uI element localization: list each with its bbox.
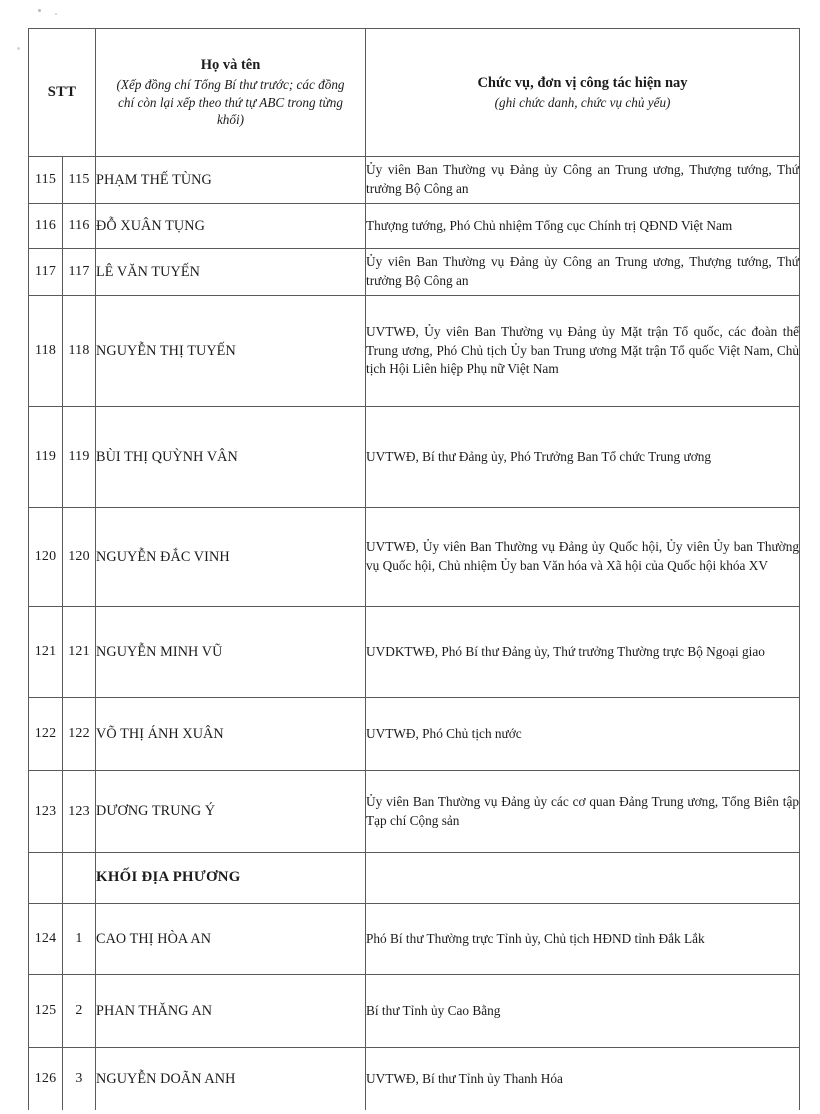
cell-no-local: 116 xyxy=(63,204,96,249)
table-row xyxy=(29,607,800,698)
table-row xyxy=(29,975,800,1048)
cell-name: NGUYỄN THỊ TUYẾN xyxy=(96,296,366,407)
cell-position xyxy=(366,249,800,296)
cell-position xyxy=(366,204,800,249)
scan-speckle xyxy=(17,47,20,50)
cell-no-local: 123 xyxy=(63,771,96,853)
cell-position-text: Bí thư Tỉnh ủy Cao Bằng xyxy=(366,1002,501,1018)
cell-position-text: UVTWĐ, Ủy viên Ban Thường vụ Đảng ủy Quốc hội, Ủy viên Ủy ban Thường vụ Quốc hội, Chủ nhiệm Ủy ban Văn hóa và Xã hội của Quốc hội khóa XV xyxy=(366,539,800,573)
cell-name: DƯƠNG TRUNG Ý xyxy=(96,771,366,853)
cell-position xyxy=(366,508,800,607)
cell-no-local: 1 xyxy=(63,904,96,975)
cell-position xyxy=(366,1048,800,1111)
column-header-position-subtitle: (ghi chức danh, chức vụ chủ yếu) xyxy=(494,94,671,110)
cell-position xyxy=(366,157,800,204)
cell-no-global: 122 xyxy=(29,698,63,771)
cell-name: NGUYỄN MINH VŨ xyxy=(96,607,366,698)
cell-no-global: 123 xyxy=(29,771,63,853)
cell-no-global: 119 xyxy=(29,407,63,508)
table-header xyxy=(29,29,800,157)
cell-name: VÕ THỊ ÁNH XUÂN xyxy=(96,698,366,771)
cell-no-local: 120 xyxy=(63,508,96,607)
cell-position xyxy=(366,975,800,1048)
cell-no-global: 125 xyxy=(29,975,63,1048)
cell-no-local xyxy=(63,853,96,904)
cell-name: PHAN THĂNG AN xyxy=(96,975,366,1048)
table-header-row xyxy=(29,29,800,157)
cadre-list-table xyxy=(28,28,800,1110)
column-header-stt: STT xyxy=(29,29,96,157)
scan-speckle xyxy=(55,13,57,15)
table-section-row xyxy=(29,853,800,904)
cell-no-global: 117 xyxy=(29,249,63,296)
cell-position xyxy=(366,407,800,508)
scan-speckle xyxy=(38,9,41,12)
cell-position-text: UVTWĐ, Bí thư Tỉnh ủy Thanh Hóa xyxy=(366,1070,563,1086)
table-row xyxy=(29,771,800,853)
cell-position-text: UVTWĐ, Bí thư Đảng ủy, Phó Trưởng Ban Tổ chức Trung ương xyxy=(366,448,712,464)
cell-no-local: 122 xyxy=(63,698,96,771)
cell-name: PHẠM THẾ TÙNG xyxy=(96,157,366,204)
cell-no-local: 119 xyxy=(63,407,96,508)
cell-position-text: Thượng tướng, Phó Chủ nhiệm Tổng cục Chính trị QĐND Việt Nam xyxy=(366,217,733,233)
column-header-name-subtitle: (Xếp đồng chí Tổng Bí thư trước; các đồng chí còn lại xếp theo thứ tự ABC trong từng khối) xyxy=(116,76,345,128)
table-row xyxy=(29,204,800,249)
cell-no-global: 124 xyxy=(29,904,63,975)
cell-no-global: 121 xyxy=(29,607,63,698)
table-row xyxy=(29,296,800,407)
cell-name: NGUYỄN ĐẮC VINH xyxy=(96,508,366,607)
cell-name: CAO THỊ HÒA AN xyxy=(96,904,366,975)
cell-position xyxy=(366,607,800,698)
table-body xyxy=(29,157,800,1111)
cell-position-text: Ủy viên Ban Thường vụ Đảng ủy các cơ quan Đảng Trung ương, Tổng Biên tập Tạp chí Cộng sản xyxy=(366,793,800,828)
cell-position-text: Ủy viên Ban Thường vụ Đảng ủy Công an Trung ương, Thượng tướng, Thứ trưởng Bộ Công an xyxy=(366,254,800,288)
cell-no-global: 120 xyxy=(29,508,63,607)
cell-position-text: Ủy viên Ban Thường vụ Đảng ủy Công an Trung ương, Thượng tướng, Thứ trưởng Bộ Công an xyxy=(366,162,800,196)
column-header-name-title: Họ và tên xyxy=(200,57,261,74)
cell-no-local: 115 xyxy=(63,157,96,204)
column-header-position xyxy=(366,29,800,157)
cell-no-local: 118 xyxy=(63,296,96,407)
cell-name: ĐỖ XUÂN TỤNG xyxy=(96,204,366,249)
cell-no-global: 115 xyxy=(29,157,63,204)
cell-position xyxy=(366,853,800,904)
column-header-name xyxy=(96,29,366,157)
table-row xyxy=(29,407,800,508)
section-title: KHỐI ĐỊA PHƯƠNG xyxy=(96,853,366,904)
cell-no-global: 118 xyxy=(29,296,63,407)
table-row xyxy=(29,1048,800,1111)
cell-position xyxy=(366,296,800,407)
cell-position-text: UVTWĐ, Ủy viên Ban Thường vụ Đảng ủy Mặt trận Tổ quốc, các đoàn thể Trung ương, Phó Chủ tịch Ủy ban Trung ương Mặt trận Tổ quốc Việt Nam, Chủ tịch Hội Liên hiệp Phụ nữ Việt Nam xyxy=(366,323,800,377)
cell-no-local: 3 xyxy=(63,1048,96,1111)
table-row xyxy=(29,249,800,296)
cell-no-local: 2 xyxy=(63,975,96,1048)
table-row xyxy=(29,508,800,607)
cell-name: BÙI THỊ QUỲNH VÂN xyxy=(96,407,366,508)
table-row xyxy=(29,904,800,975)
table-row xyxy=(29,698,800,771)
cell-position-text: UVDKTWĐ, Phó Bí thư Đảng ủy, Thứ trưởng Thường trực Bộ Ngoại giao xyxy=(366,643,765,659)
cell-position xyxy=(366,904,800,975)
cell-no-local: 121 xyxy=(63,607,96,698)
cell-no-local: 117 xyxy=(63,249,96,296)
cell-no-global: 116 xyxy=(29,204,63,249)
cell-no-global xyxy=(29,853,63,904)
cell-name: LÊ VĂN TUYẾN xyxy=(96,249,366,296)
column-header-position-title: Chức vụ, đơn vị công tác hiện nay xyxy=(477,74,688,91)
cell-position-text: Phó Bí thư Thường trực Tỉnh ủy, Chủ tịch HĐND tỉnh Đắk Lắk xyxy=(366,930,705,946)
cell-position xyxy=(366,771,800,853)
cell-name: NGUYỄN DOÃN ANH xyxy=(96,1048,366,1111)
table-row xyxy=(29,157,800,204)
cell-no-global: 126 xyxy=(29,1048,63,1111)
cell-position-text: UVTWĐ, Phó Chủ tịch nước xyxy=(366,725,522,741)
cell-position xyxy=(366,698,800,771)
